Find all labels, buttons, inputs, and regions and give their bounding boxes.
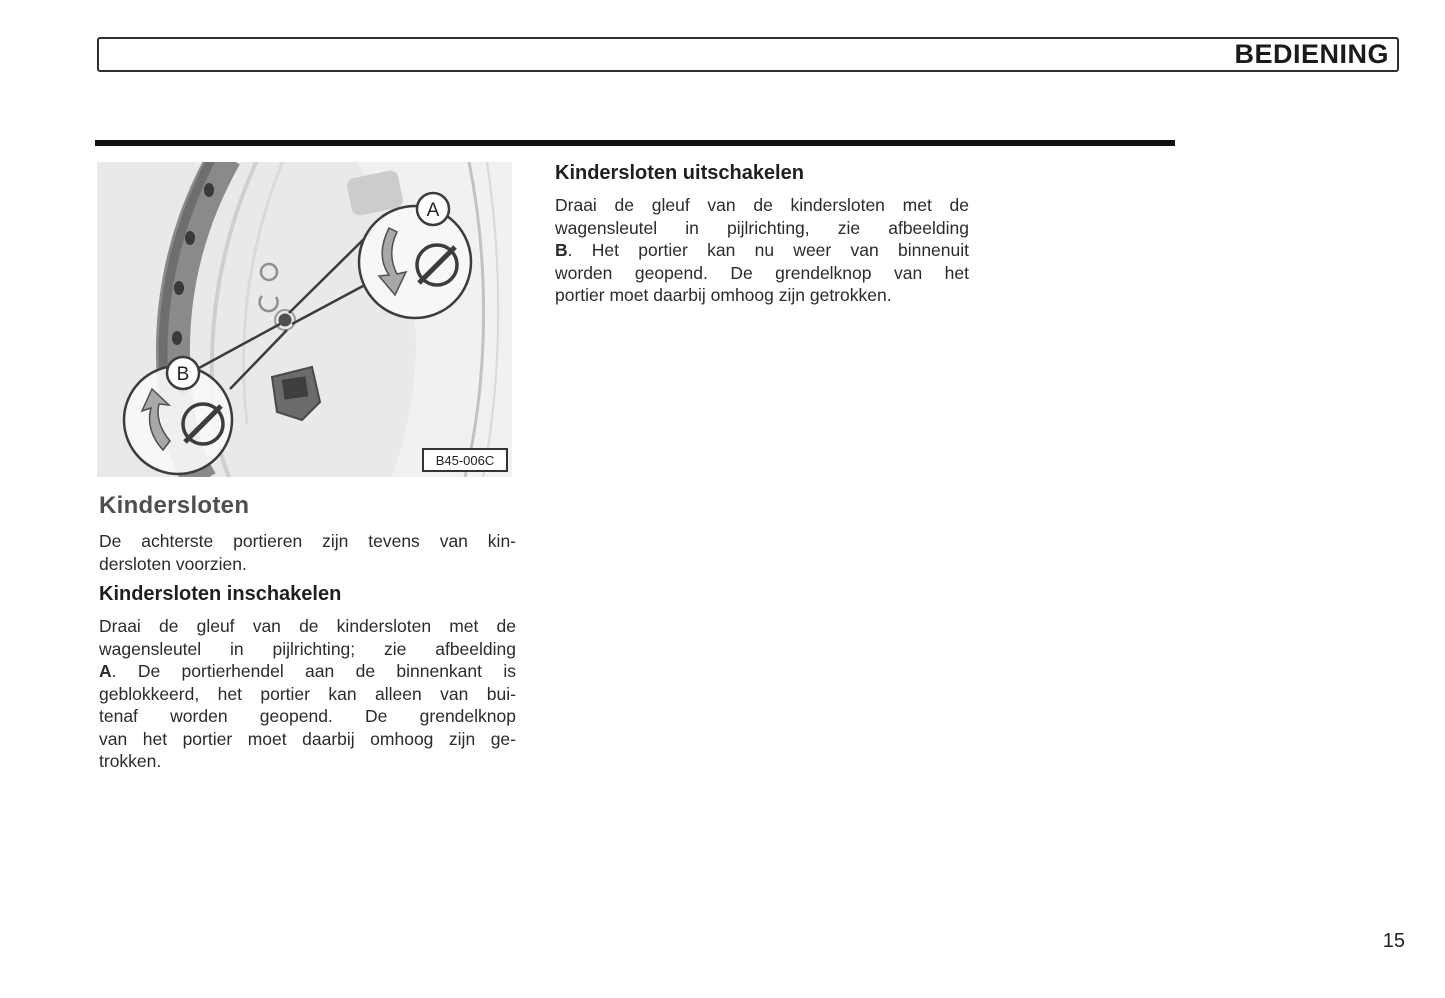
text-line: trokken. <box>99 751 162 771</box>
text-line: wagensleutel in pijlrichting, zie afbeelding <box>555 217 969 238</box>
text-line: A. De portierhendel aan de binnenkant is <box>99 661 516 681</box>
left-column <box>99 492 516 781</box>
subheading-uitschakelen: Kindersloten uitschakelen <box>555 162 804 184</box>
text-line: worden geopend. De grendelknop van het <box>555 262 969 283</box>
page-header-title: BEDIENING <box>1234 39 1389 69</box>
section-divider <box>95 140 1175 146</box>
label-b-text: B <box>176 364 190 385</box>
text-line: De achterste portieren zijn tevens van kin- <box>99 531 516 551</box>
label-a-text: A <box>426 200 440 221</box>
text-line: portier moet daarbij omhoog zijn getrokken. <box>555 285 892 305</box>
text-line: dersloten voorzien. <box>99 553 247 574</box>
page-number: 15 <box>1382 930 1405 952</box>
text-line: wagensleutel in pijlrichting; zie afbeelding <box>99 638 516 659</box>
intro-paragraph <box>99 530 516 575</box>
uitschakelen-paragraph <box>555 194 969 307</box>
heading-kindersloten: Kindersloten <box>99 492 250 519</box>
figure-ref-b: B <box>555 240 568 260</box>
right-column <box>555 162 969 315</box>
figure-ref-a: A <box>99 661 112 681</box>
inschakelen-paragraph <box>99 615 516 773</box>
text-line: B. Het portier kan nu weer van binnenuit <box>555 240 969 260</box>
text-line: geblokkeerd, het portier kan alleen van bui- <box>99 683 516 704</box>
door-child-lock-illustration <box>97 162 512 477</box>
subheading-inschakelen: Kindersloten inschakelen <box>99 583 342 605</box>
text-line: van het portier moet daarbij omhoog zijn ge- <box>99 728 516 749</box>
text-line: tenaf worden geopend. De grendelknop <box>99 706 516 726</box>
figure-code-text: B45-006C <box>435 453 495 468</box>
figure-code-box <box>423 449 507 471</box>
text-line: Draai de gleuf van de kindersloten met de <box>99 616 516 636</box>
text-line: Draai de gleuf van de kindersloten met de <box>555 195 969 215</box>
child-lock-slot <box>279 314 292 327</box>
header-box <box>97 37 1399 72</box>
door-illustration-svg <box>97 162 512 477</box>
